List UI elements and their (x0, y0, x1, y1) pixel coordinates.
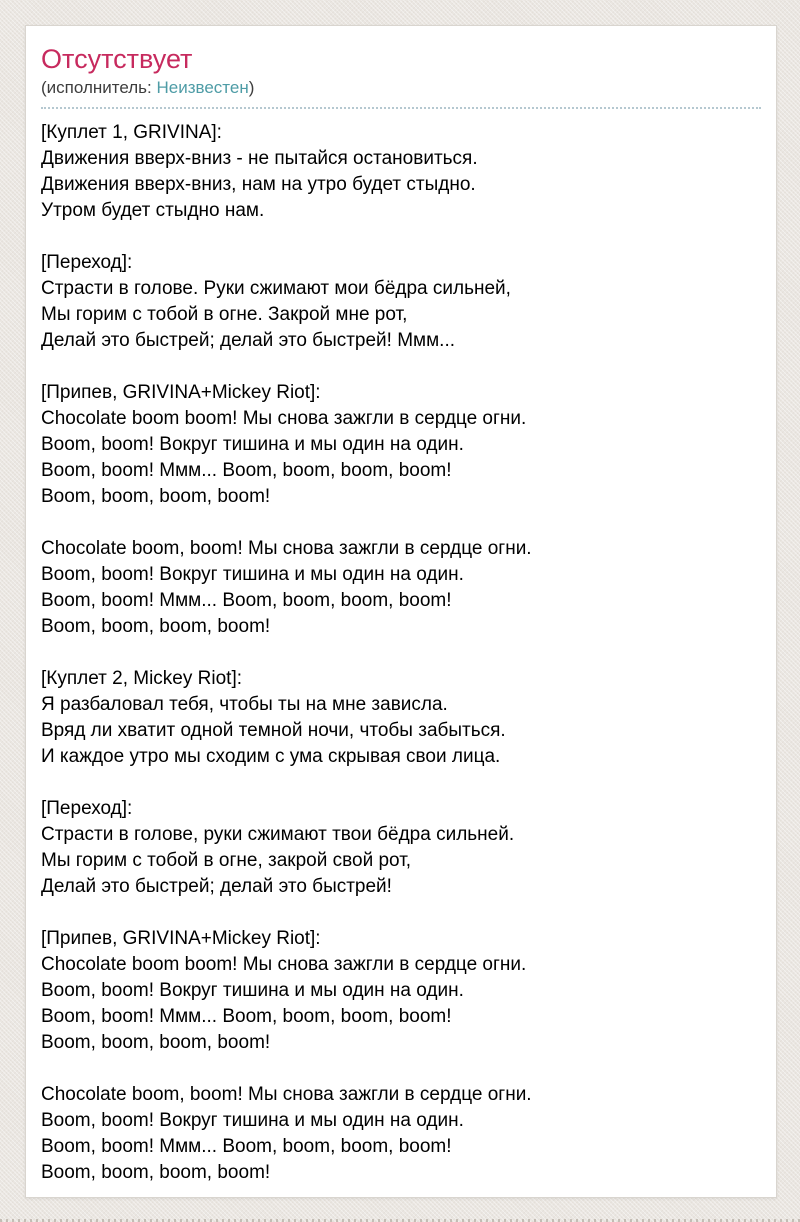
artist-link[interactable]: Неизвестен (156, 78, 249, 98)
lyric-line: Boom, boom! Вокруг тишина и мы один на один. (41, 1110, 464, 1132)
lyric-line: Мы горим с тобой в огне, закрой свой рот, (41, 850, 412, 872)
lyric-line: Boom, boom! Ммм... Boom, boom, boom, boom! (41, 1006, 452, 1028)
lyric-line: Chocolate boom, boom! Мы снова зажгли в сердце огни. (41, 538, 532, 560)
lyrics-card (25, 25, 777, 1198)
lyric-line: Мы горим с тобой в огне. Закрой мне рот, (41, 304, 408, 326)
lyric-line: Страсти в голове, руки сжимают твои бёдра сильней. (41, 824, 515, 846)
lyric-line: Boom, boom, boom, boom! (41, 486, 271, 508)
lyric-line: И каждое утро мы сходим с ума скрывая свои лица. (41, 746, 501, 768)
lyric-line: [Переход]: (41, 798, 133, 820)
lyric-line: Делай это быстрей; делай это быстрей! (41, 876, 392, 898)
lyric-line: [Переход]: (41, 252, 133, 274)
lyric-line: Boom, boom! Вокруг тишина и мы один на один. (41, 434, 464, 456)
lyric-line: Boom, boom, boom, boom! (41, 616, 271, 638)
lyric-line: Boom, boom! Вокруг тишина и мы один на один. (41, 980, 464, 1002)
lyric-line: [Куплет 1, GRIVINA]: (41, 122, 222, 144)
lyric-line: Boom, boom, boom, boom! (41, 1032, 271, 1054)
lyrics-stanza (41, 796, 761, 900)
artist-close-paren: ) (248, 78, 255, 98)
lyric-line: Boom, boom! Ммм... Boom, boom, boom, boom! (41, 590, 452, 612)
lyric-line: Boom, boom, boom, boom! (41, 1162, 271, 1184)
lyric-line: Движения вверх-вниз - не пытайся остановиться. (41, 148, 478, 170)
lyrics-text (41, 109, 761, 1186)
lyric-line: Делай это быстрей; делай это быстрей! Ммм... (41, 330, 456, 352)
lyric-line: Boom, boom! Ммм... Boom, boom, boom, boom! (41, 1136, 452, 1158)
lyric-line: Boom, boom! Вокруг тишина и мы один на один. (41, 564, 464, 586)
lyric-line: Утром будет стыдно нам. (41, 200, 265, 222)
song-header (41, 26, 761, 109)
lyrics-stanza (41, 536, 761, 640)
song-title: Отсутствует (41, 44, 193, 74)
lyric-line: Страсти в голове. Руки сжимают мои бёдра сильней, (41, 278, 511, 300)
lyric-line: Я разбаловал тебя, чтобы ты на мне зависла. (41, 694, 448, 716)
artist-label: (исполнитель: (41, 78, 157, 98)
artist-line (41, 78, 761, 98)
lyrics-stanza (41, 120, 761, 224)
lyric-line: [Куплет 2, Mickey Riot]: (41, 668, 243, 690)
lyric-line: Движения вверх-вниз, нам на утро будет стыдно. (41, 174, 476, 196)
lyric-line: Вряд ли хватит одной темной ночи, чтобы забыться. (41, 720, 506, 742)
lyric-line: Boom, boom! Ммм... Boom, boom, boom, boom! (41, 460, 452, 482)
lyrics-stanza (41, 250, 761, 354)
lyric-line: [Припев, GRIVINA+Mickey Riot]: (41, 928, 321, 950)
lyric-line: Chocolate boom boom! Мы снова зажгли в сердце огни. (41, 408, 527, 430)
lyrics-stanza (41, 1082, 761, 1186)
lyric-line: [Припев, GRIVINA+Mickey Riot]: (41, 382, 321, 404)
lyrics-stanza (41, 926, 761, 1056)
lyric-line: Chocolate boom boom! Мы снова зажгли в сердце огни. (41, 954, 527, 976)
lyrics-stanza (41, 380, 761, 510)
lyric-line: Chocolate boom, boom! Мы снова зажгли в сердце огни. (41, 1084, 532, 1106)
lyrics-stanza (41, 666, 761, 770)
